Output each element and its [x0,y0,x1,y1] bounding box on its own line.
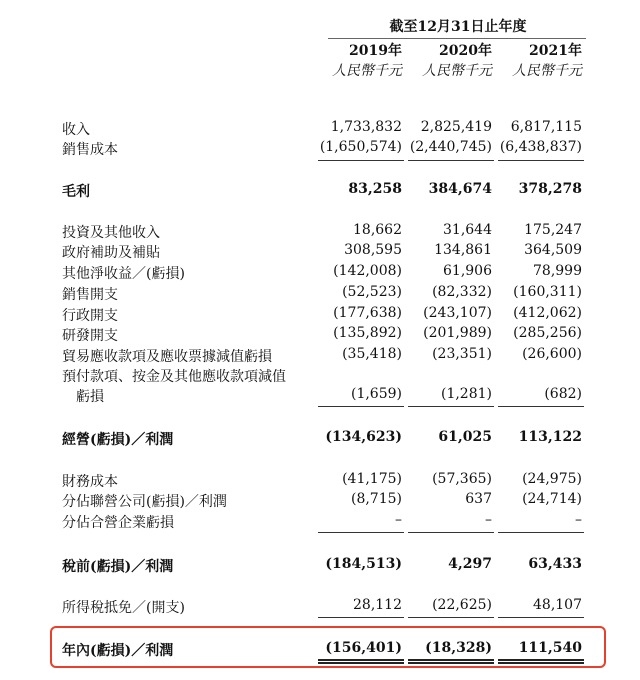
cost-of-sales-2019: (1,650,574) [319,139,402,155]
operating-profit-2019: (134,623) [325,429,402,445]
row-label-share-of-associates: 分佔聯營公司(虧損)／利潤 [62,494,227,510]
revenue-2020: 2,825,419 [420,119,492,135]
profit-before-tax-2021: 63,433 [528,556,582,572]
row-label-share-of-joint-ventures: 分佔合營企業虧損 [62,515,174,531]
subtotal-rule [408,617,494,618]
profit-for-year-2021: 111,540 [518,640,582,656]
trade-receivables-impairment-2021: (26,600) [522,346,582,362]
profit-before-tax-2020: 4,297 [448,556,492,572]
income-tax-2020: (22,625) [432,597,492,613]
investment-income-2019: 18,662 [353,222,402,238]
other-net-gains-2020: 61,906 [443,263,492,279]
government-grants-2019: 308,595 [344,242,402,258]
operating-profit-2020: 61,025 [438,429,492,445]
subtotal-rule [318,160,404,161]
prepayments-impairment-2021: (682) [544,386,582,402]
subtotal-rule [498,160,584,161]
trade-receivables-impairment-2019: (35,418) [342,346,402,362]
income-tax-2019: 28,112 [353,597,402,613]
unit-2020: 人民幣千元 [422,63,492,79]
unit-2019: 人民幣千元 [332,63,402,79]
row-label-operating-profit: 經營(虧損)／利潤 [62,432,174,448]
selling-expenses-2020: (82,332) [432,284,492,300]
year-2019: 2019年 [349,43,402,59]
finance-costs-2020: (57,365) [432,471,492,487]
row-label-gross-profit: 毛利 [62,184,90,200]
year-2020: 2020年 [439,43,492,59]
header-divider [328,38,586,39]
prepayments-impairment-2020: (1,281) [440,386,492,402]
unit-2021: 人民幣千元 [512,63,582,79]
investment-income-2020: 31,644 [443,222,492,238]
row-label-prepayments-impairment-cont: 虧損 [76,389,104,405]
double-underline [408,659,494,664]
profit-for-year-2019: (156,401) [325,640,402,656]
double-underline [498,659,584,664]
row-label-other-net-gains: 其他淨收益／(虧損) [62,266,185,282]
year-2021: 2021年 [529,43,582,59]
profit-for-year-2020: (18,328) [425,640,492,656]
subtotal-rule [318,406,404,407]
row-label-admin-expenses: 行政開支 [62,308,118,324]
cost-of-sales-2021: (6,438,837) [499,139,582,155]
period-header: 截至12月31日止年度 [389,19,527,35]
row-label-cost-of-sales: 銷售成本 [62,142,118,158]
share-of-joint-ventures-2020: – [485,512,492,528]
share-of-associates-2020: 637 [465,491,492,507]
revenue-2019: 1,733,832 [330,119,402,135]
subtotal-rule [498,617,584,618]
share-of-joint-ventures-2019: – [395,512,402,528]
row-label-income-tax: 所得稅抵免／(開支) [62,600,185,616]
investment-income-2021: 175,247 [524,222,582,238]
profit-before-tax-2019: (184,513) [325,556,402,572]
gross-profit-2019: 83,258 [348,181,402,197]
admin-expenses-2019: (177,638) [333,305,402,321]
operating-profit-2021: 113,122 [518,429,582,445]
row-label-profit-before-tax: 稅前(虧損)／利潤 [62,559,174,575]
row-label-prepayments-impairment: 預付款項、按金及其他應收款項減值 [62,369,286,385]
selling-expenses-2019: (52,523) [342,284,402,300]
finance-costs-2021: (24,975) [522,471,582,487]
subtotal-rule [318,617,404,618]
subtotal-rule [498,406,584,407]
selling-expenses-2021: (160,311) [513,284,582,300]
share-of-associates-2019: (8,715) [350,491,402,507]
other-net-gains-2019: (142,008) [333,263,402,279]
government-grants-2021: 364,509 [524,242,582,258]
trade-receivables-impairment-2020: (23,351) [432,346,492,362]
row-label-rd-expenses: 研發開支 [62,328,118,344]
revenue-2021: 6,817,115 [510,119,582,135]
row-label-government-grants: 政府補助及補貼 [62,245,160,261]
row-label-finance-costs: 財務成本 [62,474,118,490]
admin-expenses-2021: (412,062) [513,305,582,321]
rd-expenses-2021: (285,256) [513,325,582,341]
double-underline [318,659,404,664]
prepayments-impairment-2019: (1,659) [350,386,402,402]
income-tax-2021: 48,107 [533,597,582,613]
cost-of-sales-2020: (2,440,745) [409,139,492,155]
gross-profit-2021: 378,278 [518,181,582,197]
row-label-investment-income: 投資及其他收入 [62,225,160,241]
row-label-trade-receivables-impairment: 貿易應收款項及應收票據減值虧損 [62,349,272,365]
subtotal-rule [408,532,494,533]
finance-costs-2019: (41,175) [342,471,402,487]
row-label-selling-expenses: 銷售開支 [62,287,118,303]
subtotal-rule [408,160,494,161]
gross-profit-2020: 384,674 [428,181,492,197]
row-label-profit-for-year: 年內(虧損)／利潤 [62,643,174,659]
admin-expenses-2020: (243,107) [423,305,492,321]
row-label-revenue: 收入 [62,122,90,138]
other-net-gains-2021: 78,999 [533,263,582,279]
rd-expenses-2019: (135,892) [333,325,402,341]
government-grants-2020: 134,861 [434,242,492,258]
subtotal-rule [498,532,584,533]
share-of-joint-ventures-2021: – [575,512,582,528]
subtotal-rule [408,406,494,407]
subtotal-rule [318,532,404,533]
rd-expenses-2020: (201,989) [423,325,492,341]
share-of-associates-2021: (24,714) [522,491,582,507]
